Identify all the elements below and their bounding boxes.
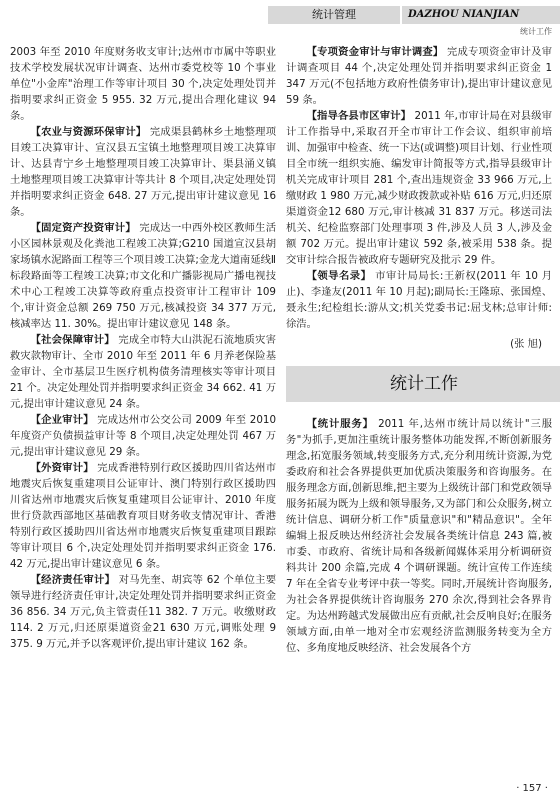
entry-heading: 【社会保障审计】 [30, 334, 115, 346]
entry-heading: 【领导名录】 [306, 270, 372, 282]
paragraph-text: 对马先奎、胡宾等 62 个单位主要领导进行经济责任审计,决定处理处罚并指明要求纠正资金 36 856. 34 万元,负主管责任11 382. 7 万元。收缴财政 114. 2 万元,归还原渠道资金21 630 万元,调账处理 9 375. 9 万元,并予以客观评价,提出审计建议 162 条。 [10, 574, 277, 650]
paragraph-text: 完成全市特大山洪泥石流地质灾害救灾款物审计、全市 2010 年至 2011 年 6 月养老保险基金审计、全市基层卫生医疗机构债务清理核实等审计项目 21 个。决定处理处罚并指明要求纠正资金 34 662. 41 万元,提出审计建议意见 24 条。 [10, 334, 276, 410]
entry-heading: 【企业审计】 [30, 414, 94, 426]
paragraph-text: 2003 年至 2010 年度财务收支审计;达州市市属中等职业技术学校发展状况审计调查、达州市委党校等 10 个事业单位"小金库"治理工作等审计项目 30 个,决定处理处罚并指明要求纠正资金 5 955. 32 万元,提出合理化建议 94 条。 [10, 46, 276, 122]
paragraph [286, 416, 552, 656]
paragraph [10, 572, 276, 652]
section-title-band: 统计工作 [286, 366, 560, 402]
page-header [0, 0, 560, 36]
paragraph-text: 完成渠县鹤林乡土地整理项目竣工决算审计、宣汉县五宝镇土地整理项目竣工决算审计、达县青宁乡土地整理项目竣工决算审计、渠县涌义镇土地整理项目竣工决算审计等共计 8 个项目,决定处理处罚并指明要求纠正资金 648. 27 万元,提出审计建议意见 16 条。 [10, 126, 277, 218]
paragraph [10, 460, 276, 572]
paragraph [286, 44, 552, 108]
paragraph-text: 完成香港特别行政区援助四川省达州市地震灾后恢复重建项目公证审计、澳门特别行政区援助四川省达州市地震灾后恢复重建项目公证审计、2010 年度世行贷款西部地区基础教育项目财务收支情况审计、香港特别行政区援助四川省达州市地震灾后恢复重建项目跟踪等审计项目 6 个,决定处理处罚并指明要求纠正资金 176. 42 万元,提出审计建议意见 6 条。 [10, 462, 276, 570]
author-signature: (张 旭) [510, 338, 542, 350]
paragraph [286, 268, 552, 332]
entry-heading: 【外资审计】 [30, 462, 94, 474]
paragraph-text: 市审计局局长:王新权(2011 年 10 月止)、李逢友(2011 年 10 月起);副局长:王隆琼、张国煌、聂永生;纪检组长:游从文;机关党委书记:屈戈林;总审计师:徐浩。 [286, 270, 553, 330]
left-column [10, 44, 276, 652]
paragraph [10, 412, 276, 460]
paragraph [286, 108, 552, 268]
paragraph [10, 332, 276, 412]
header-section-title: 统计管理 [268, 6, 402, 24]
entry-heading: 【指导各县市区审计】 [306, 110, 412, 122]
header-subtitle: 统计工作 [520, 27, 552, 36]
header-journal-name: DAZHOU NIANJIAN [408, 9, 520, 20]
page-number: · 157 · [516, 783, 548, 794]
paragraph-text: 完成专项资金审计及审计调查项目 44 个,决定处理处罚并指明要求纠正资金 1 347 万元(不包括地方政府性债务审计),提出审计建议意见 59 条。 [286, 46, 552, 106]
paragraph [10, 220, 276, 332]
paragraph-text: 2011 年,达州市统计局以统计"三服务"为抓手,更加注重统计服务整体功能发挥,不断创新服务理念,拓宽服务领域,转变服务方式,充分利用统计资源,为党委政府和社会各界提供更加优质决策服务和咨询服务。在服务理念方面,创新思维,把主要为上级统计部门和党政领导服务拓展为既为上级和领导服务,又为部门和公众服务,树立统计信息、调研分析工作"质量意识"和"精品意识"。全年编辑上报反映达州经济社会发展各类统计信息 243 篇,被市委、市政府、省统计局和各级新闻媒体采用分析调研资料共计 200 余篇,完成 4 个调研课题。统计宣传工作连续 7 年在全省专业考评中获一等奖。同时,开展统计咨询服务,为社会各界提供统计咨询服务 270 余次,得到社会各界肯定。为达州跨越式发展做出应有贡献,社会反响良好;在服务领域方面,由单一地对全市宏观经济监测服务转变为全方位、多角度地反映经济、社会发展各个方 [286, 418, 552, 654]
right-column [286, 44, 552, 656]
paragraph [10, 124, 276, 220]
paragraph-text: 2011 年,市审计局在对县级审计工作指导中,采取召开全市审计工作会议、组织审前培训、加强审中检查、统一下达(或调整)项目计划、行业性项目全市统一组织实施、编发审计简报等方式,指导县级审计机关完成审计项目 281 个,查出违规资金 33 966 万元,上缴财政 1 980 万元,减少财政拨款或补贴 616 万元,归还原渠道资金12 680 万元,审计核减 31 837 万元。移送司法机关、纪检监察部门处理事项 3 件,涉及人员 3 人,涉及金额 702 万元。提出审计建议 592 条,被采用 538 条。提交审计综合报告被政府专题研究及批示 29 件。 [286, 110, 552, 266]
paragraph-text: 完成达一中西外校区教师生活小区园林景观及化粪池工程竣工决算;G210 国道宣汉县胡家场镇水泥路面工程等三个项目竣工决算;金龙大道南延线Ⅱ标段路面等工程竣工决算;市文化和广播影视局广播电视技术中心工程竣工决算等政府重点投资审计工程审计 109 个,审计资金总额 269 750 万元,核减投资 34 377 万元,核减率达 11. 30%。提出审计建议意见 148 条。 [10, 222, 277, 330]
paragraph-text: 完成达州市公交公司 2009 年至 2010 年度资产负债损益审计等 8 个项目,决定处理处罚 467 万元,提出审计建议意见 29 条。 [10, 414, 276, 458]
entry-heading: 【农业与资源环保审计】 [30, 126, 147, 138]
entry-heading: 【经济责任审计】 [30, 574, 116, 586]
entry-heading: 【固定资产投资审计】 [30, 222, 136, 234]
entry-heading: 【统计服务】 [306, 418, 374, 430]
paragraph [10, 44, 276, 124]
entry-heading: 【专项资金审计与审计调查】 [306, 46, 444, 58]
